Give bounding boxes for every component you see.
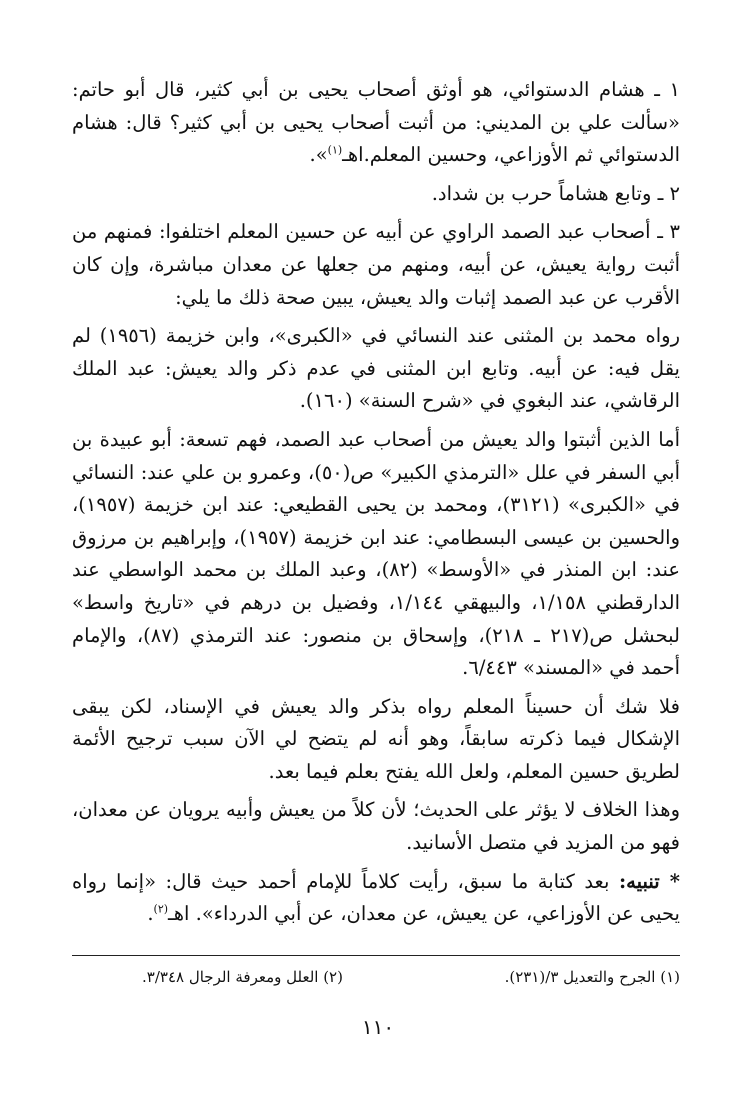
- paragraph-disagreement: وهذا الخلاف لا يؤثر على الحديث؛ لأن كلاً من يعيش وأبيه يرويان عن معدان، فهو من المزيد في متصل الأسانيد.: [72, 798, 680, 855]
- footnote-2: (٢) العلل ومعرفة الرجال ٣/٣٤٨.: [142, 968, 343, 986]
- paragraph-abd-al-samad: ٣ ـ أصحاب عبد الصمد الراوي عن أبيه عن حسين المعلم اختلفوا: فمنهم من أثبت رواية يعيش، عن أبيه، ومنهم من جعلها عن معدان مباشرة، وإن كان الأقرب عن عبد الصمد إثبات والد يعيش، يبين صحة ذلك ما يلي:: [72, 220, 680, 309]
- page-number: ١١٠: [361, 1015, 395, 1039]
- footnote-ref-1: (١): [327, 143, 343, 157]
- footnote-ref-2: (٢): [153, 902, 169, 916]
- footnotes: [72, 966, 680, 988]
- tanbih-text: بعد كتابة ما سبق، رأيت كلاماً للإمام أحمد حيث قال: «إنما رواه يحيى عن الأوزاعي، عن يعيش، عن معدان، عن أبي الدرداء». اهـ: [72, 869, 680, 926]
- paragraph-conclusion: فلا شك أن حسيناً المعلم رواه بذكر والد يعيش في الإسناد، لكن يبقى الإشكال فيما ذكرته سابقاً، وهو أنه لم يتضح لي الآن سبب ترجيح الأئمة لطريق حسين المعلم، ولعل الله يفتح بعلم فيما بعد.: [72, 694, 680, 783]
- paragraph-harb: ٢ ـ وتابع هشاماً حرب بن شداد.: [431, 181, 680, 205]
- tanbih-label: * تنبيه:: [618, 869, 680, 893]
- footnote-divider: [72, 955, 680, 956]
- paragraph-text: ١ ـ هشام الدستوائي، هو أوثق أصحاب يحيى بن أبي كثير، قال أبو حاتم: «سألت علي بن المديني: من أثبت أصحاب يحيى بن أبي كثير؟ قال: هشام الدستوائي ثم الأوزاعي، وحسين المعلم.اهـ: [72, 78, 680, 167]
- paragraph-tanbih: * تنبيه: بعد كتابة ما سبق، رأيت كلاماً للإمام أحمد حيث قال: «إنما رواه يحيى عن الأوزاعي، عن يعيش، عن معدان، عن أبي الدرداء». اهـ$^{(٢)}$.: [72, 869, 680, 926]
- paragraph-nine-narrators: أما الذين أثبتوا والد يعيش من أصحاب عبد الصمد، فهم تسعة: أبو عبيدة بن أبي السفر في علل «الترمذي الكبير» ص(٥٠)، وعمرو بن علي عند: النسائي في «الكبرى» (٣١٢١)، ومحمد بن يحيى القطيعي: عند ابن خزيمة (١٩٥٧)، والحسين بن عيسى البسطامي: عند ابن خزيمة (١٩٥٧)، وإبراهيم بن مرزوق عند: ابن المنذر في «الأوسط» (٨٢)، وعبد الملك بن محمد الواسطي عند الدارقطني ١/١٥٨، والبيهقي ١/١٤٤، وفضيل بن درهم في «تاريخ واسط» لبحشل ص(٢١٧ ـ ٢١٨)، وإسحاق بن منصور: عند الترمذي (٨٧)، والإمام أحمد في «المسند» ٦/٤٤٣.: [72, 427, 680, 680]
- paragraph-ibn-al-muthanna: رواه محمد بن المثنى عند النسائي في «الكبرى»، وابن خزيمة (١٩٥٦) لم يقل فيه: عن أبيه. وتابع ابن المثنى في عدم ذكر والد يعيش: عبد الملك الرقاشي، عند البغوي في «شرح السنة» (١٦٠).: [72, 324, 680, 413]
- footnote-1: (١) الجرح والتعديل ٣/(٢٣١).: [504, 968, 680, 986]
- paragraph-hisham: ١ ـ هشام الدستوائي، هو أوثق أصحاب يحيى بن أبي كثير، قال أبو حاتم: «سألت علي بن المديني: من أثبت أصحاب يحيى بن أبي كثير؟ قال: هشام الدستوائي ثم الأوزاعي، وحسين المعلم.اهـ$^{(١)}$».: [72, 78, 680, 167]
- quote-close: »: [315, 143, 328, 167]
- main-text: [72, 74, 680, 937]
